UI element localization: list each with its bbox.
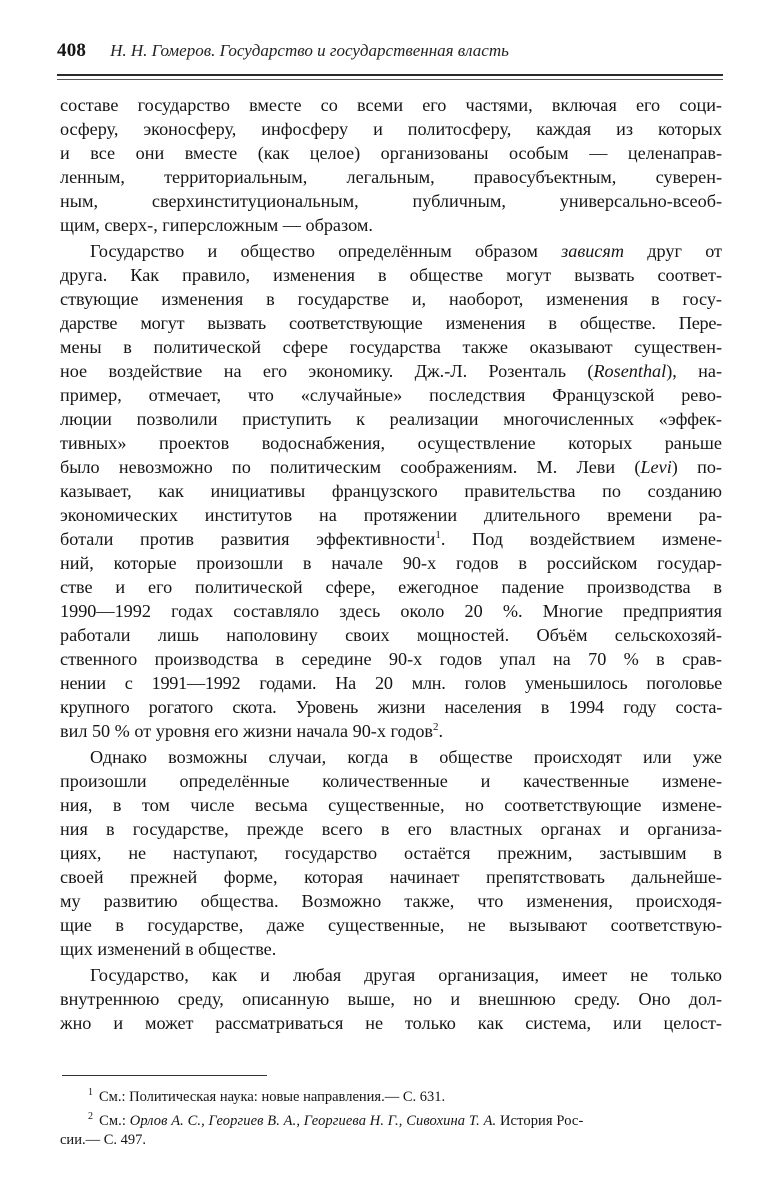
paragraph-4 [60,963,722,1035]
text-line: составе государство вместе со всеми его частями, включая его соци- [60,95,722,115]
text-line: циях, не наступают, государство остаётся прежним, застывшим в [60,843,722,863]
text-line: и все они вместе (как целое) организованы особым — целенаправ- [60,143,722,163]
paragraph-1 [60,93,722,237]
text-run: друг от [623,241,722,261]
text-line: ния, в том числе весьма существенные, но соответствующие измене- [60,795,722,815]
footnote-suffix: История Рос- [496,1112,584,1129]
text-line: Государство, как и любая другая организация, имеет не только [90,965,722,985]
text-line [60,359,722,383]
text-line: жно и может рассматриваться не только как система, или целост- [60,1013,722,1033]
text-line: ний, которые произошли в начале 90-х годов в российском государ- [60,553,722,573]
footnote-ref[interactable]: 2 [433,720,439,733]
text-line: своей прежней форме, которая начинает препятствовать дальнейше- [60,867,722,887]
text-line: 1990—1992 годах составляло здесь около 20 %. Многие предприятия [60,601,722,621]
text-run: ) по- [671,457,722,477]
text-line: ствующие изменения в государстве и, наоборот, изменения в госу- [60,289,722,309]
text-line: щие в государстве, даже существенные, не вызывают соответствую- [60,915,722,935]
main-text [60,93,722,1037]
text-line [60,455,722,479]
running-title: Н. Н. Гомеров. Государство и государственная власть [110,41,509,60]
text-line: ния в государстве, прежде всего в его властных органах и организа- [60,819,722,839]
text-line: люции позволили приступить к реализации многочисленных «эффек- [60,409,722,429]
text-line: друга. Как правило, изменения в обществе могут вызвать соответ- [60,265,722,285]
footnote-prefix: См.: [99,1112,130,1129]
text-line: пример, отмечает, что «случайные» последствия Французской рево- [60,385,722,405]
text-line: тивных» проектов водоснабжения, осуществление которых раньше [60,433,722,453]
text-line: нении с 1991—1992 годами. На 20 млн. голов уменьшилось поголовье [60,673,722,693]
footnotes [60,1083,722,1150]
page-number: 408 [57,40,87,61]
paragraph-3 [60,745,722,961]
text-run: ), на- [666,361,723,381]
footnote-text: сии.— С. 497. [60,1131,147,1148]
text-line [60,239,722,263]
emphasis-text: Rosenthal [593,361,667,381]
text-line: ственного производства в середине 90-х годов упал на 70 % в срав- [60,649,722,669]
footnote-authors: Орлов А. С., Георгиев В. А., Георгиева Н. Г., Сивохина Т. А. [129,1112,497,1129]
text-line: му развитию общества. Возможно также, что изменения, происходя- [60,891,722,911]
text-line: крупного рогатого скота. Уровень жизни населения в 1994 году соста- [60,697,722,717]
footnote-separator [62,1075,267,1076]
text-line: стве и его политической сфере, ежегодное падение производства в [60,577,722,597]
footnote-1 [60,1083,722,1107]
text-line: осферу, эконосферу, инфосферу и политосферу, каждая из которых [60,119,722,139]
text-line: мены в политической сфере государства также оказывают существен- [60,337,722,357]
text-run: ботали против развития эффективности [60,529,436,549]
text-line: экономических институтов на протяжении длительного времени ра- [60,505,722,525]
emphasis-text: зависят [561,241,624,261]
text-line: щим, сверх-, гиперсложным — образом. [60,215,373,235]
text-run: Государство и общество определённым образом [90,241,562,261]
text-line: внутреннюю среду, описанную выше, но и внешнюю среду. Оно дол- [60,989,722,1009]
text-line: ным, сверхинституциональным, публичным, универсально-всеоб- [60,191,722,211]
footnote-text: См.: Политическая наука: новые направления.— С. 631. [99,1088,446,1105]
text-line [60,719,722,743]
text-run: было невозможно по политическим соображениям. М. Леви ( [60,457,641,477]
text-run: . Под воздействием измене- [440,529,722,549]
footnote-2-continued [60,1131,722,1150]
header-rule-thin [57,79,723,80]
text-run: ное воздействие на его экономику. Дж.-Л. Розенталь ( [60,361,594,381]
text-line: дарстве могут вызвать соответствующие изменения в обществе. Пере- [60,313,722,333]
footnote-mark: 1 [88,1087,93,1098]
text-line: щих изменений в обществе. [60,939,277,959]
text-line [60,527,722,551]
running-header [57,40,722,70]
text-line: работали лишь наполовину своих мощностей. Объём сельскохозяй- [60,625,722,645]
text-line: казывает, как инициативы французского правительства по созданию [60,481,722,501]
footnote-2 [60,1107,722,1131]
paragraph-2 [60,239,722,743]
text-line: Однако возможны случаи, когда в обществе происходят или уже [90,747,722,767]
text-run: . [438,721,444,741]
text-run: вил 50 % от уровня его жизни начала 90-х годов [60,721,434,741]
header-rule [57,74,723,76]
text-line: произошли определённые количественные и качественные измене- [60,771,722,791]
footnote-mark: 2 [88,1110,94,1122]
footnote-ref[interactable]: 1 [435,528,441,541]
emphasis-text: Levi [640,457,672,477]
text-line: ленным, территориальным, легальным, правосубъектным, суверен- [60,167,722,187]
